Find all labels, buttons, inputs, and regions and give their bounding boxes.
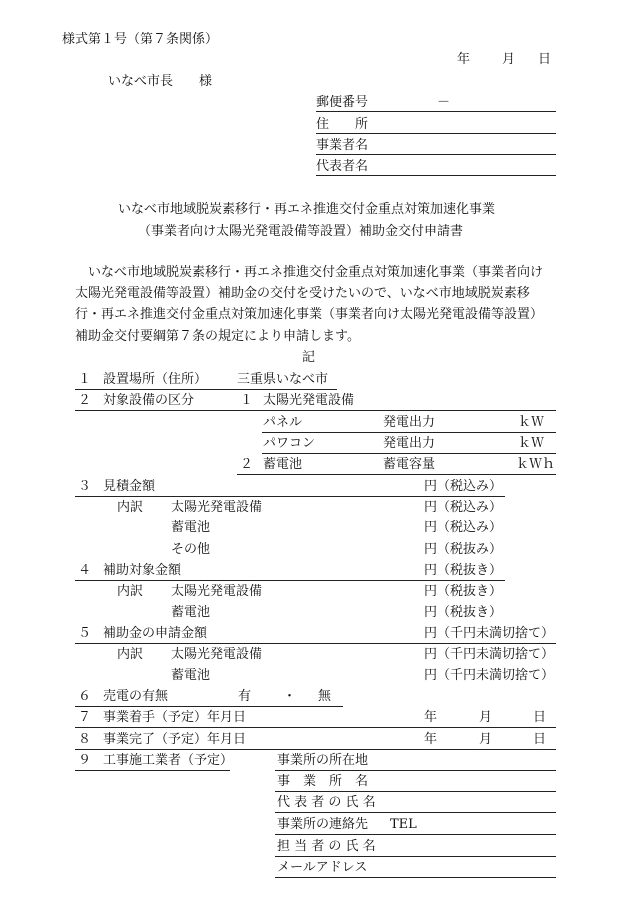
- contractor-name-line: [275, 791, 556, 792]
- breakdown-label: 太陽光発電設備: [171, 647, 263, 662]
- battery-metric: 蓄電容量: [383, 457, 436, 472]
- address-label: 住 所: [316, 117, 369, 132]
- pcs-label: パワコン: [263, 436, 316, 451]
- breakdown-amount: 円（税抜き）: [424, 584, 503, 599]
- form-number: 様式第１号（第７条関係）: [62, 32, 219, 47]
- contractor-person-line: [275, 856, 556, 857]
- postal-code-dash: －: [437, 95, 451, 110]
- body-line: 太陽光発電設備等設置）補助金の交付を受けたいので、いなべ市地域脱炭素移: [75, 286, 530, 301]
- title-line-1: いなべ市地域脱炭素移行・再エネ推進交付金重点対策加速化事業: [118, 202, 496, 217]
- item-label: 補助金の申請金額: [103, 626, 208, 641]
- body-line: いなべ市地域脱炭素移行・再エネ推進交付金重点対策加速化事業（事業者向け: [75, 265, 544, 280]
- item-value: 三重県いなべ市: [237, 372, 329, 387]
- panel-line: [262, 432, 556, 433]
- option-no: 無: [318, 689, 332, 704]
- item-label: 設置場所（住所）: [103, 372, 208, 387]
- contractor-person-label: 担 当 者 の 氏 名: [277, 839, 376, 854]
- panel-label: パネル: [263, 415, 303, 430]
- sub-number: １: [240, 393, 254, 408]
- item-line: [75, 580, 505, 581]
- representative-label: 代表者名: [316, 159, 369, 174]
- date-year-label: 年: [424, 710, 438, 725]
- business-name-line: [316, 154, 556, 155]
- ki-heading: 記: [302, 350, 316, 365]
- sub-number: ２: [240, 457, 254, 472]
- contractor-email-line: [275, 877, 556, 878]
- item-number: １: [78, 372, 92, 387]
- item-label: 対象設備の区分: [103, 393, 195, 408]
- breakdown-label: その他: [171, 542, 211, 557]
- panel-metric: 発電出力: [383, 415, 436, 430]
- pcs-metric: 発電出力: [383, 436, 436, 451]
- contractor-address-line: [275, 770, 556, 771]
- date-year-label: 年: [424, 732, 438, 747]
- date-month-label: 月: [479, 732, 493, 747]
- date-day-label: 日: [538, 52, 552, 67]
- item-line: [75, 643, 556, 644]
- item-amount: 円（税込み）: [424, 479, 503, 494]
- date-year-label: 年: [457, 52, 471, 67]
- representative-line: [316, 175, 556, 176]
- body-line: 行・再エネ推進交付金重点対策加速化事業（事業者向け太陽光発電設備等設置）: [75, 307, 544, 322]
- item-label: 事業着手（予定）年月日: [103, 710, 247, 725]
- item-line: [75, 706, 343, 707]
- panel-unit: ｋＷ: [518, 415, 545, 430]
- breakdown-label: 太陽光発電設備: [171, 584, 263, 599]
- date-day-label: 日: [533, 710, 547, 725]
- body-line: 補助金交付要綱第７条の規定により申請します。: [75, 329, 360, 344]
- option-separator: ・: [283, 689, 297, 704]
- item-line: [75, 727, 556, 728]
- breakdown-prefix: 内訳: [117, 500, 144, 515]
- item-label: 補助対象金額: [103, 563, 182, 578]
- battery-label: 蓄電池: [263, 457, 303, 472]
- item-line: [75, 496, 505, 497]
- contractor-address-label: 事業所の所在地: [277, 753, 369, 768]
- date-month-label: 月: [479, 710, 493, 725]
- title-line-2: （事業者向け太陽光発電設備等設置）補助金交付申請書: [138, 224, 464, 239]
- breakdown-label: 蓄電池: [171, 605, 211, 620]
- breakdown-prefix: 内訳: [117, 584, 144, 599]
- postal-code-label: 郵便番号: [316, 95, 369, 110]
- item-line: [75, 389, 337, 390]
- item-number: ９: [78, 753, 92, 768]
- tel-label: TEL: [390, 817, 417, 832]
- solar-equipment-label: 太陽光発電設備: [263, 393, 355, 408]
- breakdown-prefix: 内訳: [117, 647, 144, 662]
- breakdown-amount: 円（税込み）: [424, 520, 503, 535]
- item-label: 事業完了（予定）年月日: [103, 732, 247, 747]
- item-number: ８: [78, 732, 92, 747]
- date-day-label: 日: [533, 732, 547, 747]
- contractor-contact-line: [275, 834, 556, 835]
- option-yes: 有: [238, 689, 252, 704]
- item-amount: 円（税抜き）: [424, 563, 503, 578]
- address-line: [316, 133, 556, 134]
- item-label: 工事施工業者（予定）: [103, 753, 234, 768]
- contractor-email-label: メールアドレス: [277, 860, 368, 875]
- contractor-contact-label: 事業所の連絡先: [277, 817, 369, 832]
- breakdown-label: 蓄電池: [171, 520, 211, 535]
- item-number: ７: [78, 710, 92, 725]
- item-number: ５: [78, 626, 92, 641]
- item-number: ６: [78, 689, 92, 704]
- item-number: ４: [78, 563, 92, 578]
- contractor-representative-line: [275, 812, 556, 813]
- item-line: [75, 410, 556, 411]
- item-line: [75, 749, 556, 750]
- breakdown-amount: 円（千円未満切捨て）: [424, 647, 555, 662]
- item-number: ２: [78, 393, 92, 408]
- pcs-line: [262, 453, 556, 454]
- contractor-name-label: 事 業 所 名: [277, 774, 369, 789]
- breakdown-amount: 円（千円未満切捨て）: [424, 668, 555, 683]
- battery-unit: ｋＷｈ: [516, 457, 556, 472]
- breakdown-amount: 円（税抜み）: [424, 542, 503, 557]
- breakdown-amount: 円（税抜き）: [424, 605, 503, 620]
- breakdown-amount: 円（税込み）: [424, 500, 503, 515]
- item-label: 売電の有無: [103, 689, 169, 704]
- contractor-representative-label: 代 表 者 の 氏 名: [277, 795, 376, 810]
- postal-code-line: [316, 111, 556, 112]
- addressee: いなべ市長 様: [108, 74, 213, 89]
- item-label: 見積金額: [103, 479, 156, 494]
- battery-line: [237, 474, 556, 475]
- breakdown-label: 蓄電池: [171, 668, 211, 683]
- pcs-unit: ｋＷ: [518, 436, 545, 451]
- breakdown-label: 太陽光発電設備: [171, 500, 263, 515]
- item-number: ３: [78, 479, 92, 494]
- business-name-label: 事業者名: [316, 138, 369, 153]
- item-amount: 円（千円未満切捨て）: [424, 626, 555, 641]
- item-line: [75, 770, 230, 771]
- date-month-label: 月: [502, 52, 516, 67]
